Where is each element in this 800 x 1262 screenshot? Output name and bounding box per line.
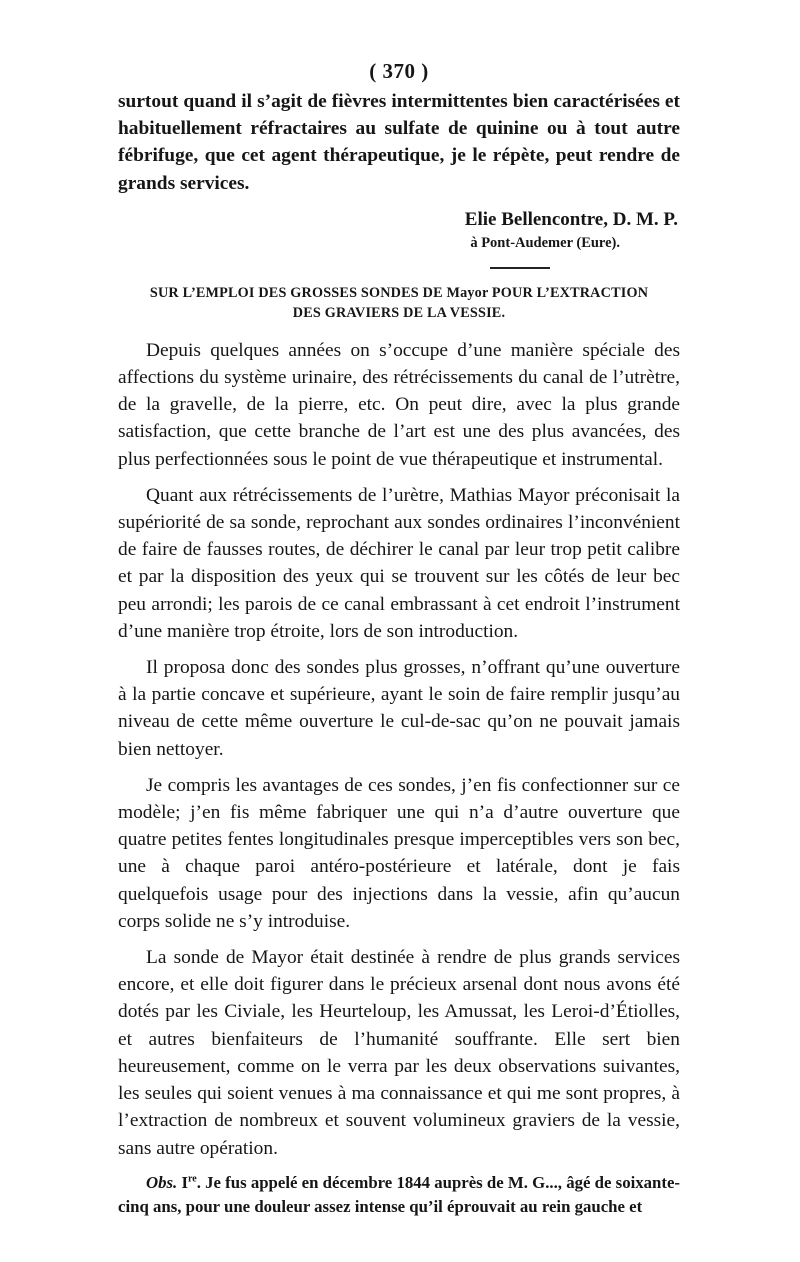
observation-number-suffix: re (188, 1173, 197, 1185)
section-divider (490, 267, 550, 269)
page-number: ( 370 ) (369, 59, 429, 83)
signature-block (118, 207, 680, 253)
paragraph-2: Quant aux rétrécissements de l’urètre, Mathias Mayor préconisait la supériorité de sa sonde, reprochant aux sondes ordinaires l’inconvénient de faire de fausses routes, de déchirer le canal par leur trop petit calibre et par la disposition des yeux qui se trouvent sur les côtés de leur bec peu arrondi; les parois de ce canal embrassant à cet endroit l’instrument d’une manière trop étroite, lors de son introduction. (118, 484, 680, 642)
document-page (118, 58, 680, 1228)
paragraph-3: Il proposa donc des sondes plus grosses, n’offrant qu’une ouverture à la partie concave et supérieure, ayant le soin de faire remplir jusqu’au niveau de cette même ouverture le cul-de-sac qu’on ne pouvait jamais bien nettoyer. (118, 657, 680, 760)
paragraph-1: Depuis quelques années on s’occupe d’une manière spéciale des affections du système urinaire, des rétrécissements du canal de l’utrètre, de la gravelle, de la pierre, etc. On peut dire, avec la plus grande satisfaction, que cette branche de l’art est une des plus avancées, des plus perfectionnées sous le point de vue thérapeutique et instrumental. (118, 339, 680, 470)
signature-name: Elie Bellencontre, D. M. P. (464, 208, 678, 230)
article-title (118, 283, 680, 323)
intro-paragraph: surtout quand il s’agit de fièvres intermittentes bien caractérisées et habituellement réfractaires au sulfate de quinine ou à tout autre fébrifuge, que cet agent thérapeutique, je le répète, peut rendre de grands services. (118, 91, 680, 194)
observation-number: I (181, 1172, 188, 1192)
observation-text: . Je fus appelé en décembre 1844 auprès de M. G..., âgé de soixante-cinq ans, pour une douleur assez intense qu’il éprouvait au rein gauche et (118, 1172, 680, 1216)
signature-place: à Pont-Audemer (Eure). (470, 234, 620, 251)
article-title-line-1: SUR L’EMPLOI DES GROSSES SONDES DE Mayor POUR L’EXTRACTION (149, 284, 649, 301)
paragraph-5: La sonde de Mayor était destinée à rendre de plus grands services encore, et elle doit figurer dans le précieux arsenal dont nous avons été dotés par les Civiale, les Heurteloup, les Amussat, les Leroi-d’Étiolles, et autres bienfaiteurs de l’humanité souffrante. Elle sert bien heureusement, comme on le verra par les deux observations suivantes, les seules qui soient venues à ma connaissance et qui me sont propres, à l’extraction de nombreux et souvent volumineux graviers de la vessie, sans autre opération. (118, 947, 680, 1159)
article-body (118, 337, 680, 1219)
observation-label: Obs. (146, 1172, 178, 1192)
article-title-line-2: DES GRAVIERS DE LA VESSIE. (292, 304, 506, 321)
observation-paragraph (118, 1171, 680, 1219)
paragraph-4: Je compris les avantages de ces sondes, j’en fis confectionner sur ce modèle; j’en fis même fabriquer une qui n’a d’autre ouverture que quatre petites fentes longitudinales presque imperceptibles vers son bec, une à chaque paroi antéro-postérieure et latérale, dont je fais quelquefois usage pour des injections dans la vessie, afin qu’aucun corps solide ne s’y introduise. (118, 774, 680, 932)
